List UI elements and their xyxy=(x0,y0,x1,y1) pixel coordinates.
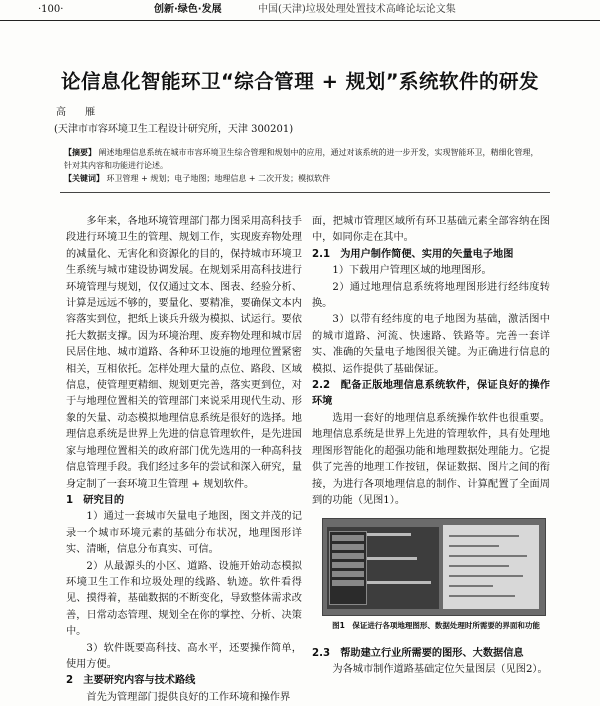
list-item: 3）以带有经纬度的电子地图为基础，激活图中的城市道路、河流、快速路、铁路等。完善一套详实、准确的矢量电子地图很关键。为正确进行信息的模拟、运作提供了基础保证。 xyxy=(312,314,550,375)
section-heading-2: 2 主要研究内容与技术路线 xyxy=(66,675,196,687)
left-column xyxy=(66,214,302,706)
keywords-text: 环卫管理 + 规划；电子地图；地理信息 + 二次开发；模拟软件 xyxy=(106,174,331,183)
abstract xyxy=(64,146,544,172)
right-column xyxy=(312,214,550,509)
list-item: 2）从最源头的小区、道路、设施开始动态模拟环境卫生工作和垃圾处理的线路、轨迹。软件看得见、摸得着，基础数据的不断变化，导致整体需求改善，日常动态管理、规划全在你的掌控、分析、决策中。 xyxy=(66,560,302,638)
page-header xyxy=(0,0,600,21)
right-column-tail xyxy=(312,646,550,678)
affiliation: (天津市市容环境卫生工程设计研究所，天津 300201) xyxy=(54,124,294,135)
list-item: 1）下载用户管理区域的地理图形。 xyxy=(332,265,492,277)
author: 高 雁 xyxy=(56,107,104,118)
divider xyxy=(60,192,550,193)
data-panel xyxy=(443,525,539,609)
paragraph: 为各城市制作道路基础定位矢量图层（见图2）。 xyxy=(332,664,548,675)
abstract-text: 阐述地理信息系统在城市市容环境卫生综合管理和规划中的应用，通过对该系统的进一步开发，实现智能环卫，精细化管理，针对其内容和功能进行论述。 xyxy=(64,148,539,170)
section-heading-1: 1 研究目的 xyxy=(66,494,125,506)
figure-1-screenshot xyxy=(322,518,546,616)
context-menu xyxy=(329,531,367,605)
paragraph: 面，把城市管理区域所有环卫基础元素全部容纳在图中，如同你走在其中。 xyxy=(312,216,550,244)
intro-paragraph: 多年来，各地环境管理部门都力图采用高科技手段进行环境卫生的管理、规划工作，实现废弃物处理的减量化、无害化和资源化的目的，保持城市环境卫生系统与城市建设协调发展。在规划采用高科技进行环境管理与规划，仅仅通过文本、图表、经验分析、计算是远远不够的，要量化、要精准，要确保文本内容落实到位，把纸上谈兵升级为模拟、试运行。要依托大数据支撑。因为环境治理、废弃物处理和城市居民居住地、城市道路、各种环卫设施的地理位置紧密相关，互相依托。怎样处理大量的点位、路段、区域信息，使管理更精细、规划更完善，落实更到位，对于与地理位置相关的管理部门来说采用现代生动、形象的矢量、动态模拟地理信息系统是很好的选择。地理信息系统是世界上先进的信息管理软件，是先进国家与地理位置相关的政府部门优先选用的一种高科技信息管理手段。我们经过多年的尝试和深入研究，量身定制了一套环境卫生管理 + 规划软件。 xyxy=(66,216,302,490)
abstract-label: 【摘要】 xyxy=(64,148,96,157)
list-item: 2）通过地理信息系统将地理图形进行经纬度转换。 xyxy=(312,281,550,310)
paragraph: 首先为管理部门提供良好的工作环境和操作界 xyxy=(86,691,291,703)
subsection-heading-2-1: 2.1 为用户制作简便、实用的矢量电子地图 xyxy=(312,248,514,260)
subsection-heading-2-3: 2.3 帮助建立行业所需要的图形、大数据信息 xyxy=(312,648,524,659)
keywords-label: 【关键词】 xyxy=(64,174,104,183)
header-section: 创新·绿色·发展 xyxy=(154,4,222,15)
paper-title: 论信息化智能环卫“综合管理 + 规划”系统软件的研发 xyxy=(60,70,540,93)
subsection-heading-2-2: 2.2 配备正版地理信息系统软件，保证良好的操作环境 xyxy=(312,380,550,408)
list-item: 1）通过一套城市矢量电子地图，图文并茂的记录一个城市环境元素的基础分布状况，地理图形详实、清晰，信息分布真实、可信。 xyxy=(66,511,302,556)
page-number: ·100· xyxy=(38,4,64,15)
paragraph: 选用一套好的地理信息系统操作软件也很重要。地理信息系统是世界上先进的管理软件，具有处理地理图形智能化的超强功能和地理数据处理能力。它提供了完善的地理工作按钮，保证数据、图片之间的衔接，为进行各项地理信息的制作、计算配置了全面周到的功能（见图1）。 xyxy=(312,412,550,506)
figure-caption: 图1 保证进行各项地理图形、数据处理时所需要的界面和功能 xyxy=(332,621,540,630)
header-journal: 中国(天津)垃圾处理处置技术高峰论坛论文集 xyxy=(258,4,456,15)
list-item: 3）软件既要高科技、高水平，还要操作简单，使用方便。 xyxy=(66,642,302,670)
keywords xyxy=(64,173,544,184)
